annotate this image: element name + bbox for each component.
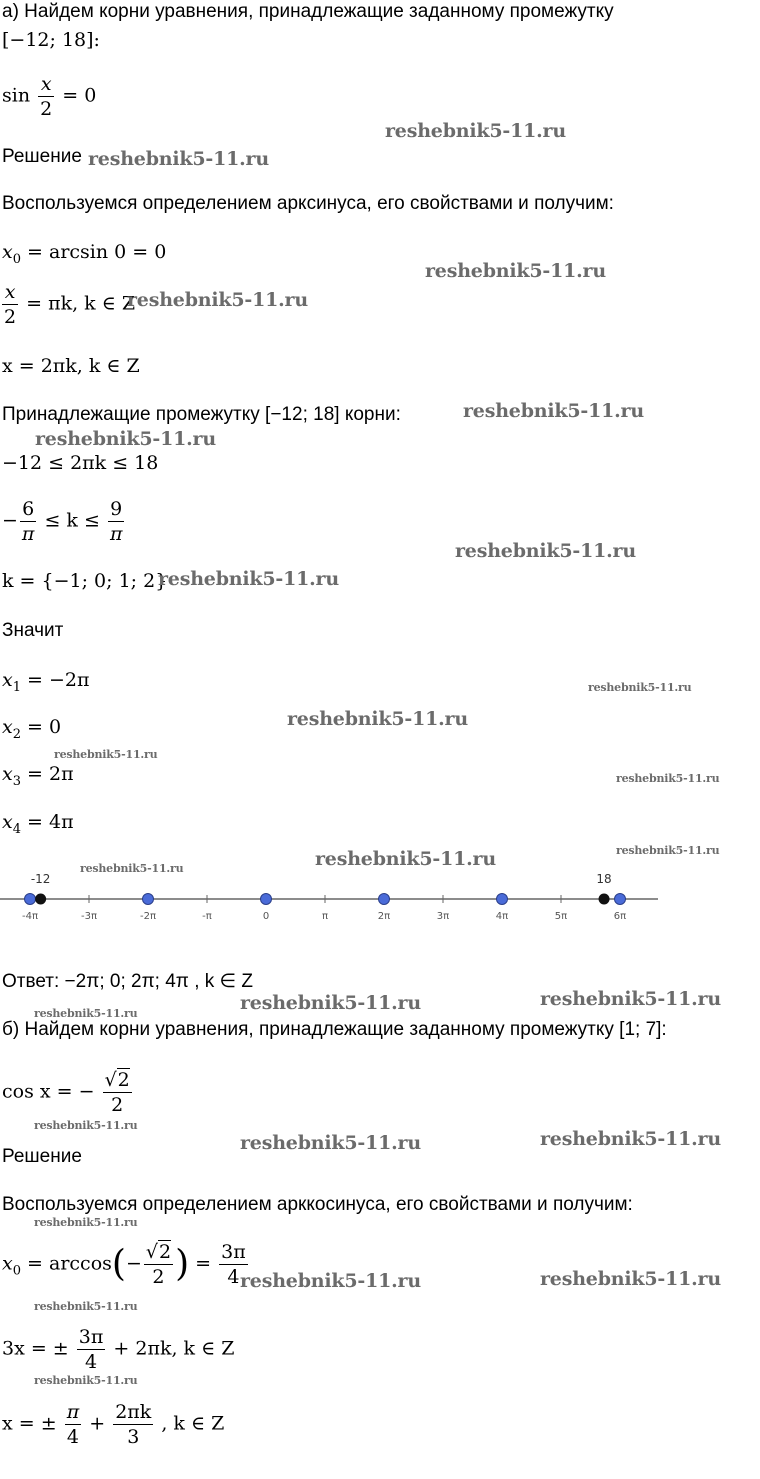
line4-b: x = ± $\frac{\pi}{4}$ + $\frac{2\pi k}{3}$ , k ∈ Z: [2, 1401, 225, 1448]
watermark: reshebnik5-11.ru: [34, 1007, 138, 1020]
inequality-1: −12 ≤ 2πk ≤ 18: [2, 452, 159, 474]
root-4: $x_4 = 4\pi$: [2, 811, 74, 837]
root-point: [615, 894, 626, 905]
watermark: reshebnik5-11.ru: [455, 540, 636, 562]
method-text-a: Воспользуемся определением арксинуса, его свойствами и получим:: [2, 193, 614, 214]
tick-label: 6π: [613, 911, 627, 922]
watermark: reshebnik5-11.ru: [616, 772, 720, 785]
part-b-heading: б) Найдем корни уравнения, принадлежащие заданному промежутку [1; 7]:: [2, 1019, 667, 1040]
watermark: reshebnik5-11.ru: [540, 1268, 721, 1290]
root-1: $x_1 = -2\pi$: [2, 669, 90, 695]
answer-a: Ответ: −2π; 0; 2π; 4π , k ∈ Z: [2, 971, 253, 992]
watermark: reshebnik5-11.ru: [240, 992, 421, 1014]
watermark: reshebnik5-11.ru: [463, 400, 644, 422]
watermark: reshebnik5-11.ru: [540, 1128, 721, 1150]
watermark: reshebnik5-11.ru: [158, 568, 339, 590]
roots-text-a: Принадлежащие промежутку [−12; 18] корни:: [2, 404, 401, 425]
root-point: [497, 894, 508, 905]
tick-label: 2π: [377, 911, 391, 922]
root-2: $x_2 = 0$: [2, 716, 62, 742]
root-point: [261, 894, 272, 905]
watermark: reshebnik5-11.ru: [34, 1374, 138, 1387]
equation-b: cos x = − $\frac{√2}{2}$: [2, 1069, 130, 1116]
watermark: reshebnik5-11.ru: [240, 1270, 421, 1292]
watermark: reshebnik5-11.ru: [540, 988, 721, 1010]
equation-a: [2, 72, 96, 121]
method-text-b: Воспользуемся определением арккосинуса, его свойствами и получим:: [2, 1194, 633, 1215]
therefore-label: Значит: [2, 620, 64, 641]
root-point: [143, 894, 154, 905]
watermark: reshebnik5-11.ru: [287, 708, 468, 730]
eq-func: sin: [2, 84, 31, 107]
k-line-a: $\frac{x}{2}$ = πk, k ∈ Z: [4, 281, 136, 328]
tick-label: -2π: [140, 911, 156, 922]
watermark: reshebnik5-11.ru: [34, 1216, 138, 1229]
root-3: $x_3 = 2\pi$: [2, 763, 74, 789]
tick-label: -4π: [22, 911, 38, 922]
bound-label-right: 18: [596, 872, 612, 886]
watermark: reshebnik5-11.ru: [35, 428, 216, 450]
general-line-a: x = 2πk, k ∈ Z: [2, 355, 140, 377]
bound-label-left: -12: [30, 872, 51, 886]
solution-label-b: Решение: [2, 1146, 82, 1167]
watermark: reshebnik5-11.ru: [54, 748, 158, 761]
watermark: reshebnik5-11.ru: [127, 289, 308, 311]
solution-label-a: Решение: [2, 146, 82, 167]
bound-point: [599, 894, 610, 905]
eq-fraction: $\frac{x}{2}$: [40, 73, 53, 120]
part-a-interval: [−12; 18]:: [2, 29, 100, 51]
watermark: reshebnik5-11.ru: [80, 862, 184, 875]
watermark: reshebnik5-11.ru: [315, 848, 496, 870]
part-a-heading: а) Найдем корни уравнения, принадлежащие заданному промежутку: [2, 1, 614, 22]
watermark: reshebnik5-11.ru: [34, 1300, 138, 1313]
x0-line-b: $x_0 = \arccos(-$ $\frac{√2}{2}$ ) = $\frac{3\pi}{4}$: [2, 1241, 246, 1288]
tick-label: 4π: [495, 911, 509, 922]
tick-label: -3π: [81, 911, 97, 922]
tick-label: π: [321, 911, 329, 922]
k-set: k = {−1; 0; 1; 2}: [2, 570, 168, 592]
tick-label: 3π: [436, 911, 450, 922]
watermark: reshebnik5-11.ru: [616, 844, 720, 857]
eq-rhs: = 0: [62, 84, 97, 107]
watermark: reshebnik5-11.ru: [425, 260, 606, 282]
watermark: reshebnik5-11.ru: [385, 120, 566, 142]
line3-b: 3x = ± $\frac{3\pi}{4}$ + 2πk, k ∈ Z: [2, 1326, 235, 1373]
watermark: reshebnik5-11.ru: [588, 681, 692, 694]
inequality-2: − $\frac{6}{\pi}$ ≤ k ≤ $\frac{9}{\pi}$: [2, 498, 123, 545]
bound-point: [35, 894, 46, 905]
watermark: reshebnik5-11.ru: [240, 1132, 421, 1154]
root-point: [25, 894, 36, 905]
root-point: [379, 894, 390, 905]
x0-line-a: $x_0 = \arcsin 0 = 0$: [2, 241, 167, 267]
watermark: reshebnik5-11.ru: [88, 148, 269, 170]
tick-label: 5π: [554, 911, 568, 922]
watermark: reshebnik5-11.ru: [34, 1119, 138, 1132]
tick-label: -π: [202, 911, 212, 922]
tick-label: 0: [262, 911, 270, 922]
